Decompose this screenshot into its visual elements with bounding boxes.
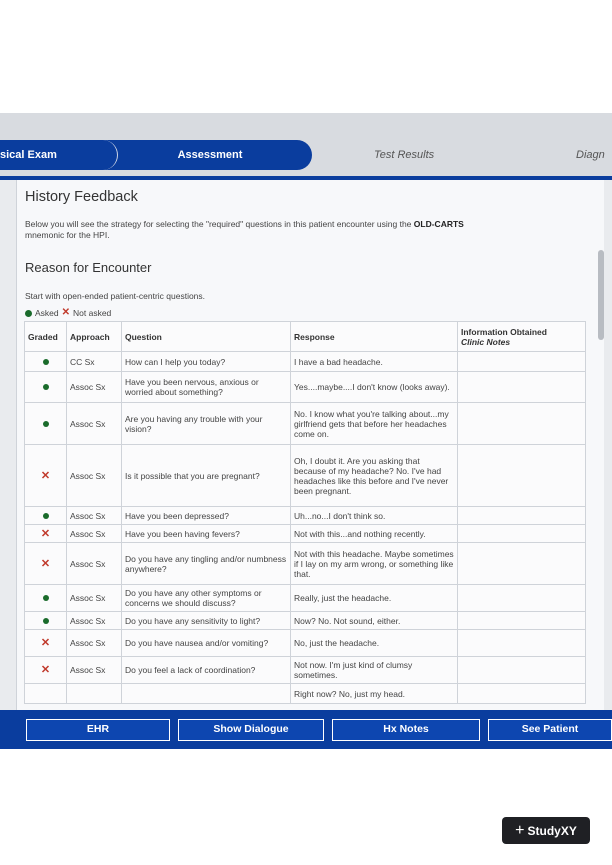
tab-bar <box>0 113 612 179</box>
not-asked-x-icon: ✕ <box>40 637 51 649</box>
question-cell: Do you have any sensitivity to light? <box>122 612 291 630</box>
asked-dot-icon <box>25 310 32 317</box>
header-information <box>458 322 586 352</box>
table-row <box>25 445 586 507</box>
approach-cell: Assoc Sx <box>67 372 122 403</box>
table-row <box>25 352 586 372</box>
clinic-notes-cell[interactable] <box>458 445 586 507</box>
see-patient-button[interactable]: See Patient <box>488 719 612 741</box>
clinic-notes-cell[interactable] <box>458 525 586 543</box>
question-cell: Do you have any tingling and/or numbness anywhere? <box>122 543 291 585</box>
approach-cell: CC Sx <box>67 352 122 372</box>
intro-mnemonic: OLD-CARTS <box>413 219 464 229</box>
approach-cell: Assoc Sx <box>67 612 122 630</box>
asked-dot-icon <box>43 384 49 390</box>
intro-text-part2: mnemonic for the HPI. <box>25 229 110 240</box>
table-row <box>25 525 586 543</box>
response-cell: Not with this...and nothing recently. <box>291 525 458 543</box>
response-cell: I have a bad headache. <box>291 352 458 372</box>
table-row <box>25 657 586 684</box>
approach-cell: Assoc Sx <box>67 525 122 543</box>
header-information-title: Information Obtained <box>461 326 547 337</box>
tab-diagnosis[interactable]: Diagn <box>576 149 605 161</box>
asked-dot-icon <box>43 421 49 427</box>
hx-notes-button[interactable]: Hx Notes <box>332 719 480 741</box>
clinic-notes-cell[interactable] <box>458 612 586 630</box>
response-cell: No, just the headache. <box>291 630 458 657</box>
plus-icon: + <box>515 822 525 839</box>
table-row <box>25 612 586 630</box>
response-cell: Uh...no...I don't think so. <box>291 507 458 525</box>
asked-dot-icon <box>43 618 49 624</box>
approach-cell: Assoc Sx <box>67 507 122 525</box>
response-cell: Right now? No, just my head. <box>291 684 458 704</box>
clinic-notes-cell[interactable] <box>458 585 586 612</box>
approach-cell: Assoc Sx <box>67 585 122 612</box>
bottom-toolbar <box>0 710 612 749</box>
instruction-text: Start with open-ended patient-centric questions. <box>25 291 206 301</box>
question-cell: Have you been nervous, anxious or worried about something? <box>122 372 291 403</box>
graded-cell <box>25 372 67 403</box>
not-asked-x-icon: ✕ <box>40 557 51 570</box>
section-title: Reason for Encounter <box>25 260 152 275</box>
show-dialogue-button[interactable]: Show Dialogue <box>178 719 324 741</box>
legend <box>25 308 111 318</box>
clinic-notes-cell[interactable] <box>458 543 586 585</box>
asked-dot-icon <box>43 595 49 601</box>
table-header-row <box>25 322 586 352</box>
approach-cell: Assoc Sx <box>67 445 122 507</box>
not-asked-x-icon: ✕ <box>40 527 51 540</box>
question-cell: Are you having any trouble with your vision? <box>122 403 291 445</box>
graded-cell <box>25 507 67 525</box>
tab-test-results[interactable]: Test Results <box>374 149 435 161</box>
header-question: Question <box>122 322 291 352</box>
table-row <box>25 630 586 657</box>
tab-physical-exam[interactable]: sical Exam <box>0 149 57 161</box>
graded-cell <box>25 585 67 612</box>
response-cell: Really, just the headache. <box>291 585 458 612</box>
not-asked-x-icon: ✕ <box>40 469 51 482</box>
question-cell: Have you been having fevers? <box>122 525 291 543</box>
graded-cell <box>25 612 67 630</box>
approach-cell <box>67 684 122 704</box>
app-screen <box>0 113 612 749</box>
table-row <box>25 507 586 525</box>
response-cell: No. I know what you're talking about...my girlfriend gets that before her headaches come on. <box>291 403 458 445</box>
tab-assessment[interactable]: Assessment <box>177 149 243 161</box>
response-cell: Not now. I'm just kind of clumsy sometimes. <box>291 657 458 684</box>
studyxy-watermark <box>502 817 590 844</box>
question-cell: Is it possible that you are pregnant? <box>122 445 291 507</box>
graded-cell <box>25 543 67 585</box>
clinic-notes-cell[interactable] <box>458 657 586 684</box>
not-asked-x-icon: ✕ <box>61 307 71 318</box>
question-cell: Do you have nausea and/or vomiting? <box>122 630 291 657</box>
clinic-notes-cell[interactable] <box>458 684 586 704</box>
graded-cell <box>25 445 67 507</box>
approach-cell: Assoc Sx <box>67 630 122 657</box>
question-cell: Have you been depressed? <box>122 507 291 525</box>
header-graded: Graded <box>25 322 67 352</box>
approach-cell: Assoc Sx <box>67 403 122 445</box>
legend-asked: Asked <box>35 308 59 318</box>
clinic-notes-cell[interactable] <box>458 507 586 525</box>
graded-cell <box>25 525 67 543</box>
table-row <box>25 684 586 704</box>
clinic-notes-cell[interactable] <box>458 372 586 403</box>
intro-text <box>25 219 565 240</box>
question-cell <box>122 684 291 704</box>
approach-cell: Assoc Sx <box>67 543 122 585</box>
table-row <box>25 403 586 445</box>
response-cell: Not with this headache. Maybe sometimes if I lay on my arm wrong, or something like that. <box>291 543 458 585</box>
table-row <box>25 543 586 585</box>
question-cell: How can I help you today? <box>122 352 291 372</box>
asked-dot-icon <box>43 359 49 365</box>
history-feedback-panel <box>16 180 604 710</box>
table-row <box>25 372 586 403</box>
legend-not-asked: Not asked <box>73 308 112 318</box>
not-asked-x-icon: ✕ <box>40 664 51 676</box>
page-title: History Feedback <box>25 189 138 205</box>
header-response: Response <box>291 322 458 352</box>
graded-cell <box>25 657 67 684</box>
scrollbar[interactable] <box>598 250 604 340</box>
intro-text-part1: Below you will see the strategy for selecting the "required" questions in this patient encounter using the <box>25 219 412 229</box>
header-approach: Approach <box>67 322 122 352</box>
header-clinic-notes: Clinic Notes <box>461 336 511 347</box>
feedback-table <box>24 321 586 704</box>
clinic-notes-cell[interactable] <box>458 630 586 657</box>
clinic-notes-cell[interactable] <box>458 403 586 445</box>
clinic-notes-cell[interactable] <box>458 352 586 372</box>
asked-dot-icon <box>43 513 49 519</box>
watermark-text: StudyXY <box>527 824 577 838</box>
response-cell: Yes....maybe....I don't know (looks away). <box>291 372 458 403</box>
question-cell: Do you feel a lack of coordination? <box>122 657 291 684</box>
graded-cell <box>25 684 67 704</box>
response-cell: Now? No. Not sound, either. <box>291 612 458 630</box>
response-cell: Oh, I doubt it. Are you asking that because of my headache? No. I've had headaches like this before and I've never been pregnant. <box>291 445 458 507</box>
question-cell: Do you have any other symptoms or concerns we should discuss? <box>122 585 291 612</box>
graded-cell <box>25 403 67 445</box>
table-row <box>25 585 586 612</box>
approach-cell: Assoc Sx <box>67 657 122 684</box>
graded-cell <box>25 352 67 372</box>
graded-cell <box>25 630 67 657</box>
ehr-button[interactable]: EHR <box>26 719 170 741</box>
